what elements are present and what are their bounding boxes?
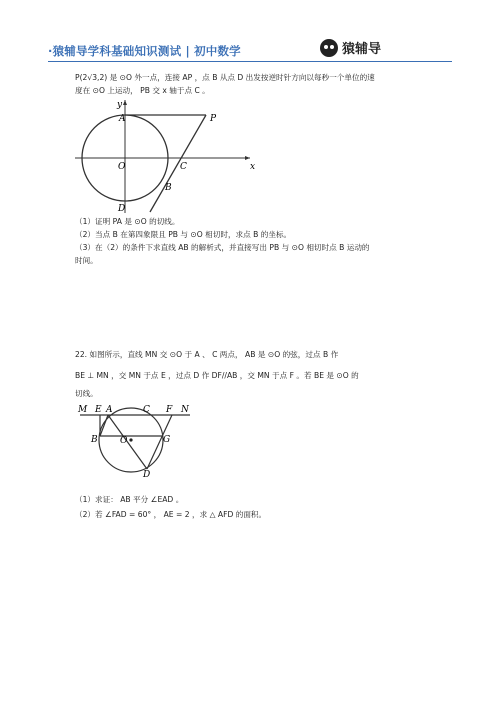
label-a: A xyxy=(106,405,113,415)
problem22-figure xyxy=(75,398,195,478)
problem21-figure xyxy=(70,95,270,215)
label-d: D xyxy=(118,204,126,214)
label-o: O xyxy=(120,436,128,446)
problem22-line2: BE ⊥ MN ，交 MN 于点 E ，过点 D 作 DF//AB ，交 MN 于点 F 。若 BE 是 ⊙O 的 xyxy=(75,371,359,380)
label-c: C xyxy=(180,162,187,172)
problem21-question3a: （3）在（2）的条件下求直线 AB 的解析式，并直接写出 PB 与 ⊙O 相切时点 B 运动的 xyxy=(75,243,370,252)
segment-pb xyxy=(150,115,206,212)
label-n: N xyxy=(181,405,189,415)
label-c: C xyxy=(143,405,150,415)
problem21-question2: （2）当点 B 在第四象限且 PB 与 ⊙O 相切时，求点 B 的坐标。 xyxy=(75,230,292,239)
label-o: O xyxy=(118,162,126,172)
x-axis-arrow xyxy=(245,156,250,160)
problem22-line1: 22. 如图所示，直线 MN 交 ⊙O 于 A 、 C 两点， AB 是 ⊙O 的弦，过点 B 作 xyxy=(75,350,339,359)
center-dot xyxy=(129,438,132,441)
label-x: x xyxy=(250,162,256,172)
logo-icon xyxy=(320,39,338,57)
problem21-question3b: 时间。 xyxy=(75,256,98,265)
problem22-question1: （1）求证： AB 平分 ∠EAD 。 xyxy=(75,495,184,504)
label-b: B xyxy=(91,435,98,445)
header-divider xyxy=(48,61,452,62)
problem22-line3: 切线。 xyxy=(75,389,98,398)
problem22-question2: （2）若 ∠FAD = 60° ， AE = 2 ，求 △ AFD 的面积。 xyxy=(75,510,267,519)
label-m: M xyxy=(78,405,88,415)
problem21-question1: （1）证明 PA 是 ⊙O 的切线。 xyxy=(75,217,180,226)
label-d: D xyxy=(143,470,151,478)
label-a: A xyxy=(119,114,126,124)
segment-ad xyxy=(108,415,147,469)
brand-logo xyxy=(320,38,381,57)
label-e: E xyxy=(95,405,102,415)
label-p: P xyxy=(210,114,217,124)
problem21-line1: P(2√3,2) 是 ⊙O 外一点，连接 AP ，点 B 从点 D 出发按逆时针方向以每秒一个单位的速 xyxy=(75,73,375,82)
label-g: G xyxy=(163,435,171,445)
problem21-line2: 度在 ⊙O 上运动， PB 交 x 轴于点 C 。 xyxy=(75,86,210,95)
label-y: y xyxy=(117,100,123,110)
header-title: ·猿辅导学科基础知识测试 | 初中数学 xyxy=(48,44,241,58)
label-b: B xyxy=(165,183,172,193)
segment-ab xyxy=(100,415,108,436)
label-f: F xyxy=(166,405,173,415)
logo-text: 猿辅导 xyxy=(342,42,382,57)
y-axis-arrow xyxy=(123,100,127,105)
